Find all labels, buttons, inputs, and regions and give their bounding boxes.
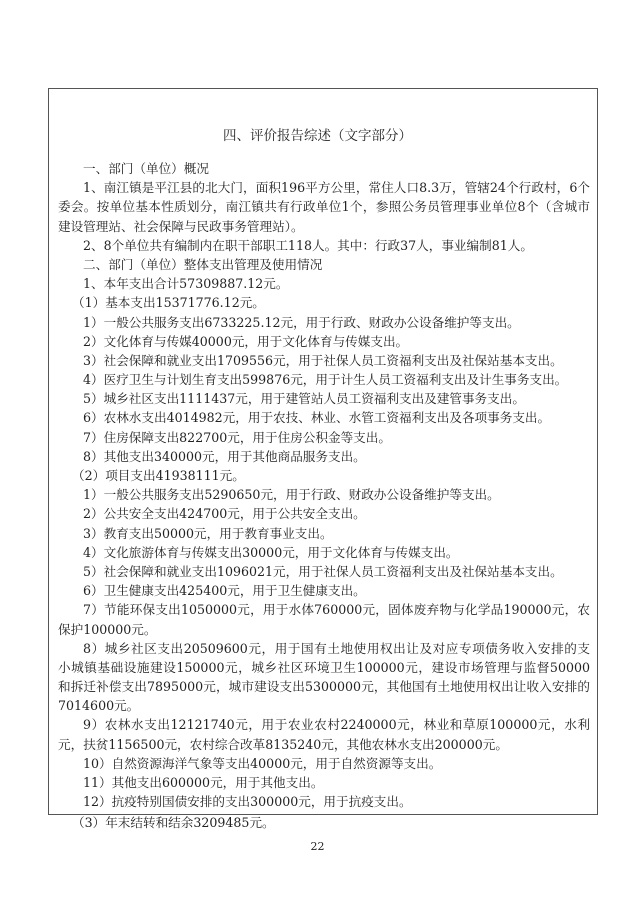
text-line: 2）文化体育与传媒40000元，用于文化体育与传媒支出。	[83, 333, 409, 349]
text-line: 7）住房保障支出822700元，用于住房公积金等支出。	[83, 429, 391, 445]
section-title: 四、评价报告综述（文字部分）	[223, 128, 412, 144]
text-line: 二、部门（单位）整体支出管理及使用情况	[83, 256, 323, 272]
text-line: 8）其他支出340000元，用于其他商品服务支出。	[83, 448, 366, 464]
page-number: 22	[310, 840, 325, 853]
text-line: 7014600元。	[58, 698, 140, 714]
text-line: 5）城乡社区支出1111437元，用于建管站人员工资福利支出及建管事务支出。	[83, 391, 525, 407]
text-line: 10）自然资源海洋气象等支出40000元，用于自然资源等支出。	[83, 755, 442, 771]
text-line: 12）抗疫特别国债安排的支出300000元，用于抗疫支出。	[83, 794, 412, 810]
document-body	[58, 159, 590, 833]
text-line: 4）文化旅游体育与传媒支出30000元，用于文化体育与传媒支出。	[83, 544, 459, 560]
text-line: 3）社会保障和就业支出1709556元，用于社保人员工资福利支出及社保站基本支出。	[83, 352, 563, 368]
text-line: 6）农林水支出4014982元，用于农技、林业、水管工资福利支出及各项事务支出。	[83, 410, 551, 426]
text-line: 小城镇基础设施建设150000元，城乡社区环境卫生100000元，建设市场管理与监督50000	[58, 659, 590, 675]
text-line: 1）一般公共服务支出5290650元，用于行政、财政办公设备维护等支出。	[83, 487, 500, 503]
text-line: 11）其他支出600000元，用于其他支出。	[83, 775, 324, 790]
text-line: 5）社会保障和就业支出1096021元，用于社保人员工资福利支出及社保站基本支出。	[83, 563, 563, 579]
text-line: 一、部门（单位）概况	[83, 161, 209, 176]
text-line: 2）公共安全支出424700元，用于公共安全支出。	[83, 506, 366, 522]
text-line: 建设管理站、社会保障与民政事务管理站）。	[58, 218, 304, 234]
text-line: （1）基本支出15371776.12元。	[72, 295, 265, 311]
text-line: 8）城乡社区支出20509600元，用于国有土地使用权出让及对应专项债务收入安排的支	[83, 640, 590, 656]
text-line: 3）教育支出50000元，用于教育事业支出。	[83, 525, 333, 541]
text-line: 7）节能环保支出1050000元，用于水体760000元，固体废弃物与化学品190000元，农	[83, 602, 590, 618]
text-line: 9）农林水支出12121740元，用于农业农村2240000元，林业和草原100000元，水利	[83, 717, 590, 733]
text-line: （3）年末结转和结余3209485元。	[72, 815, 275, 831]
text-line: 1）一般公共服务支出6733225.12元，用于行政、财政办公设备维护等支出。	[83, 314, 520, 330]
text-line: 4）医疗卫生与计划生育支出599876元，用于计生人员工资福利支出及计生事务支出。	[83, 372, 568, 388]
text-line: 1、本年支出合计57309887.12元。	[83, 276, 289, 292]
text-line: 6）卫生健康支出425400元，用于卫生健康支出。	[83, 583, 366, 599]
text-line: 委会。按单位基本性质划分，南江镇共有行政单位1个，参照公务员管理事业单位8个（含城市	[58, 199, 590, 215]
text-line: （2）项目支出41938111元。	[72, 468, 245, 483]
text-line: 保护100000元。	[58, 621, 157, 637]
text-line: 元，扶贫1156500元，农村综合改革8135240元，其他农林水支出200000元。	[58, 736, 508, 752]
text-line: 2、8个单位共有编制内在职干部职工118人。其中：行政37人，事业编制81人。	[83, 237, 533, 253]
text-line: 和拆迁补偿支出7895000元，城市建设支出5300000元，其他国有土地使用权出让收入安排的	[58, 679, 590, 695]
text-line: 1、南江镇是平江县的北大门，面积196平方公里，常住人口8.3万，管辖24个行政村，6个	[83, 180, 590, 196]
